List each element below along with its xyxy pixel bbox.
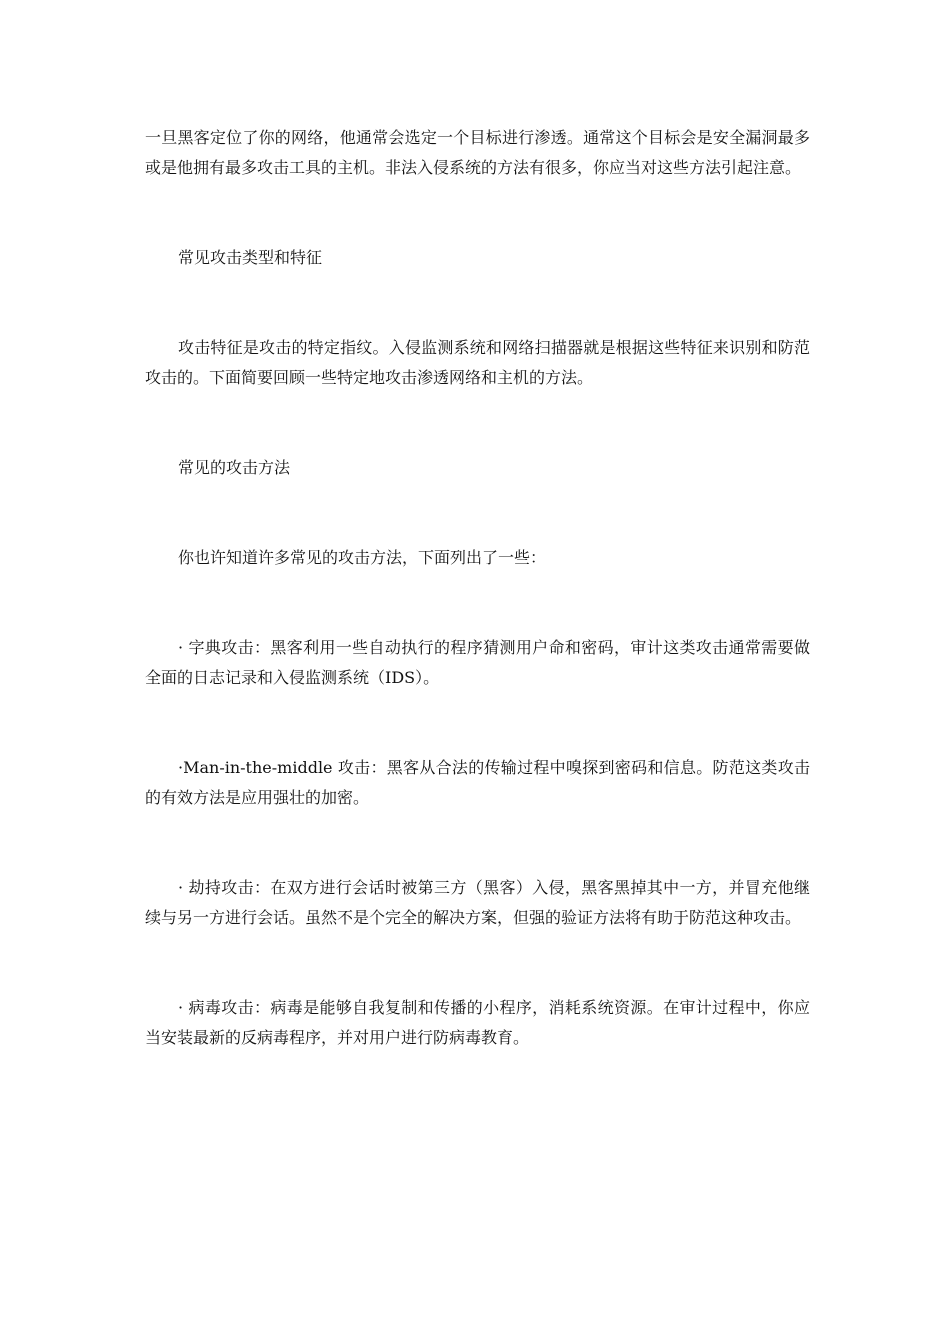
bullet-text: Man-in-the-middle 攻击：黑客从合法的传输过程中嗅探到密码和信息。防范这类攻击的有效方法是应用强壮的加密。 (145, 758, 810, 807)
bullet-marker: · (178, 638, 184, 657)
bullet-marker: · (178, 878, 184, 897)
bullet-item-dictionary-attack (145, 633, 810, 693)
bullet-marker: · (178, 758, 184, 777)
bullet-item-hijack-attack (145, 873, 810, 933)
bullet-marker: · (178, 998, 184, 1017)
bullet-text: 字典攻击：黑客利用一些自动执行的程序猜测用户命和密码，审计这类攻击通常需要做全面的日志记录和入侵监测系统（IDS）。 (145, 638, 810, 687)
paragraph-intro: 一旦黑客定位了你的网络，他通常会选定一个目标进行渗透。通常这个目标会是安全漏洞最多或是他拥有最多攻击工具的主机。非法入侵系统的方法有很多，你应当对这些方法引起注意。 (145, 128, 810, 177)
paragraph-methods-intro: 你也许知道许多常见的攻击方法，下面列出了一些： (178, 548, 547, 567)
section-heading-attack-types: 常见攻击类型和特征 (178, 248, 323, 267)
bullet-item-virus-attack (145, 993, 810, 1053)
bullet-text: 病毒攻击：病毒是能够自我复制和传播的小程序，消耗系统资源。在审计过程中，你应当安装最新的反病毒程序，并对用户进行防病毒教育。 (145, 998, 810, 1047)
paragraph-attack-signatures: 攻击特征是攻击的特定指纹。入侵监测系统和网络扫描器就是根据这些特征来识别和防范攻击的。下面简要回顾一些特定地攻击渗透网络和主机的方法。 (145, 338, 810, 387)
document-body (145, 123, 810, 1113)
section-heading-attack-methods: 常见的攻击方法 (178, 458, 291, 477)
bullet-item-mitm-attack (145, 753, 810, 813)
bullet-text: 劫持攻击：在双方进行会话时被第三方（黑客）入侵，黑客黑掉其中一方，并冒充他继续与另一方进行会话。虽然不是个完全的解决方案，但强的验证方法将有助于防范这种攻击。 (145, 878, 810, 927)
